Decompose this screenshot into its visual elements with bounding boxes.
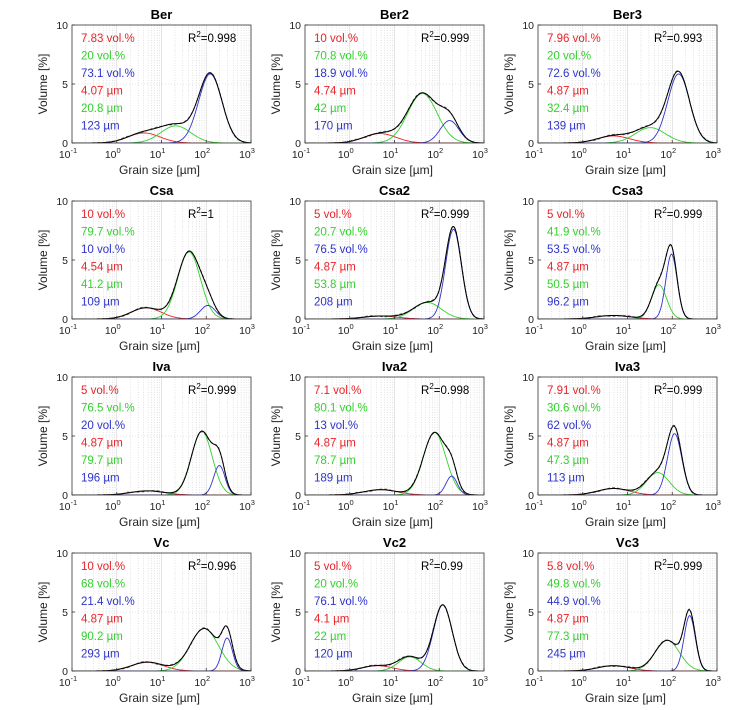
panel-title: Iva3 bbox=[614, 359, 641, 374]
x-tick-label: $10^0$ bbox=[104, 146, 121, 161]
y-tick-label: 5 bbox=[528, 79, 534, 91]
annotation-green: 20 vol.% bbox=[81, 50, 126, 63]
y-tick-label: 0 bbox=[528, 138, 534, 150]
annotation-red: 10 vol.% bbox=[81, 209, 126, 221]
annotation-red: 4.87 µm bbox=[314, 437, 356, 450]
x-tick-label: $10^2$ bbox=[194, 322, 211, 337]
y-axis-label: Volume [%] bbox=[269, 229, 283, 291]
annotation-blue: 62 vol.% bbox=[547, 420, 592, 432]
x-tick-label: $10^0$ bbox=[570, 146, 587, 161]
annotation-red: 4.87 µm bbox=[81, 613, 123, 626]
y-tick-label: 0 bbox=[295, 314, 301, 326]
x-axis-label: Grain size [µm] bbox=[352, 691, 433, 705]
x-tick-label: $10^3$ bbox=[705, 674, 721, 689]
y-tick-label: 0 bbox=[62, 666, 68, 678]
x-tick-label: $10^2$ bbox=[427, 674, 444, 689]
panel-title: Csa bbox=[149, 183, 174, 198]
x-tick-label: $10^0$ bbox=[104, 674, 121, 689]
x-tick-label: $10^1$ bbox=[149, 498, 166, 513]
panel-csa bbox=[36, 183, 255, 353]
x-tick-label: $10^{-1}$ bbox=[291, 498, 311, 513]
r-squared-label: $R^2=0.999$ bbox=[654, 382, 703, 397]
annotation-blue: 123 µm bbox=[81, 120, 120, 133]
annotation-green: 77.3 µm bbox=[547, 631, 589, 643]
x-tick-label: $10^0$ bbox=[337, 498, 354, 513]
panel-iva2 bbox=[269, 359, 488, 529]
x-tick-label: $10^0$ bbox=[337, 146, 354, 161]
annotation-green: 53.8 µm bbox=[314, 279, 356, 291]
y-axis-label: Volume [%] bbox=[502, 229, 516, 291]
x-tick-label: $10^0$ bbox=[570, 498, 587, 513]
y-tick-label: 5 bbox=[295, 431, 301, 443]
y-tick-label: 5 bbox=[62, 607, 68, 619]
x-tick-label: $10^3$ bbox=[239, 498, 255, 513]
panel-ber bbox=[36, 7, 255, 177]
annotation-green: 79.7 vol.% bbox=[81, 226, 135, 239]
x-tick-label: $10^0$ bbox=[570, 674, 587, 689]
y-tick-label: 5 bbox=[62, 431, 68, 443]
annotation-red: 7.96 vol.% bbox=[547, 33, 601, 45]
annotation-blue: 73.1 vol.% bbox=[81, 68, 135, 80]
x-tick-label: $10^3$ bbox=[472, 146, 488, 161]
x-tick-label: $10^1$ bbox=[149, 146, 166, 161]
x-tick-label: $10^2$ bbox=[660, 146, 677, 161]
panel-title: Ber bbox=[150, 7, 173, 22]
x-tick-label: $10^1$ bbox=[382, 498, 399, 513]
annotation-green: 70.8 vol.% bbox=[314, 50, 368, 63]
y-tick-label: 5 bbox=[62, 79, 68, 91]
x-tick-label: $10^{-1}$ bbox=[58, 146, 78, 161]
y-axis-label: Volume [%] bbox=[36, 581, 50, 643]
annotation-red: 4.74 µm bbox=[314, 85, 356, 98]
y-axis-label: Volume [%] bbox=[502, 405, 516, 467]
panel-iva bbox=[36, 359, 255, 529]
x-tick-label: $10^{-1}$ bbox=[524, 322, 544, 337]
annotation-red: 7.83 vol.% bbox=[81, 33, 135, 45]
annotation-green: 68 vol.% bbox=[81, 578, 126, 591]
annotation-blue: 196 µm bbox=[81, 472, 120, 485]
x-tick-label: $10^{-1}$ bbox=[524, 498, 544, 513]
x-axis-label: Grain size [µm] bbox=[119, 515, 200, 529]
x-tick-label: $10^2$ bbox=[427, 146, 444, 161]
x-tick-label: $10^{-1}$ bbox=[291, 146, 311, 161]
y-tick-label: 10 bbox=[522, 548, 534, 560]
annotation-red: 4.87 µm bbox=[314, 261, 356, 274]
annotation-blue: 245 µm bbox=[547, 648, 586, 661]
panel-title: Iva2 bbox=[381, 359, 408, 374]
x-tick-label: $10^1$ bbox=[615, 674, 632, 689]
y-tick-label: 5 bbox=[295, 607, 301, 619]
x-tick-label: $10^{-1}$ bbox=[58, 322, 78, 337]
x-tick-label: $10^2$ bbox=[194, 498, 211, 513]
annotation-green: 32.4 µm bbox=[547, 103, 589, 115]
panel-title: Ber3 bbox=[613, 7, 642, 22]
y-axis-label: Volume [%] bbox=[269, 53, 283, 115]
y-axis-label: Volume [%] bbox=[269, 581, 283, 643]
x-tick-label: $10^0$ bbox=[104, 322, 121, 337]
x-tick-label: $10^{-1}$ bbox=[58, 498, 78, 513]
x-tick-label: $10^2$ bbox=[427, 498, 444, 513]
annotation-green: 42 µm bbox=[314, 103, 347, 115]
annotation-red: 10 vol.% bbox=[81, 561, 126, 573]
annotation-blue: 20 vol.% bbox=[81, 420, 126, 432]
annotation-blue: 293 µm bbox=[81, 648, 120, 661]
x-tick-label: $10^2$ bbox=[194, 146, 211, 161]
annotation-red: 4.07 µm bbox=[81, 85, 123, 98]
x-tick-label: $10^3$ bbox=[239, 322, 255, 337]
y-tick-label: 10 bbox=[56, 548, 68, 560]
annotation-red: 4.87 µm bbox=[547, 437, 589, 450]
x-tick-label: $10^3$ bbox=[239, 146, 255, 161]
annotation-green: 20.7 vol.% bbox=[314, 226, 368, 239]
y-tick-label: 5 bbox=[62, 255, 68, 267]
annotation-blue: 76.5 vol.% bbox=[314, 244, 368, 256]
x-axis-label: Grain size [µm] bbox=[119, 691, 200, 705]
annotation-blue: 21.4 vol.% bbox=[81, 596, 135, 608]
y-axis-label: Volume [%] bbox=[36, 405, 50, 467]
y-tick-label: 10 bbox=[56, 196, 68, 208]
y-axis-label: Volume [%] bbox=[502, 53, 516, 115]
annotation-green: 49.8 vol.% bbox=[547, 578, 601, 591]
x-tick-label: $10^3$ bbox=[472, 498, 488, 513]
panel-vc3 bbox=[502, 535, 721, 705]
panel-vc2 bbox=[269, 535, 488, 705]
x-tick-label: $10^3$ bbox=[705, 146, 721, 161]
r-squared-label: $R^2=0.998$ bbox=[421, 382, 470, 397]
annotation-red: 4.54 µm bbox=[81, 261, 123, 274]
r-squared-label: $R^2=1$ bbox=[188, 206, 214, 221]
annotation-blue: 72.6 vol.% bbox=[547, 68, 601, 80]
annotation-green: 90.2 µm bbox=[81, 631, 123, 643]
annotation-green: 78.7 µm bbox=[314, 455, 356, 467]
panel-title: Ber2 bbox=[380, 7, 409, 22]
annotation-red: 5.8 vol.% bbox=[547, 561, 595, 573]
y-tick-label: 10 bbox=[56, 20, 68, 32]
y-tick-label: 10 bbox=[289, 548, 301, 560]
x-tick-label: $10^1$ bbox=[149, 674, 166, 689]
annotation-green: 47.3 µm bbox=[547, 455, 589, 467]
x-tick-label: $10^2$ bbox=[660, 498, 677, 513]
x-axis-label: Grain size [µm] bbox=[119, 339, 200, 353]
annotation-blue: 208 µm bbox=[314, 296, 353, 309]
y-tick-label: 5 bbox=[528, 607, 534, 619]
annotation-blue: 120 µm bbox=[314, 648, 353, 661]
r-squared-label: $R^2=0.996$ bbox=[188, 558, 237, 573]
y-axis-label: Volume [%] bbox=[502, 581, 516, 643]
y-tick-label: 0 bbox=[62, 490, 68, 502]
x-tick-label: $10^0$ bbox=[570, 322, 587, 337]
annotation-red: 10 vol.% bbox=[314, 33, 359, 45]
annotation-green: 41.9 vol.% bbox=[547, 226, 601, 239]
annotation-blue: 139 µm bbox=[547, 120, 586, 133]
r-squared-label: $R^2=0.993$ bbox=[654, 30, 703, 45]
annotation-blue: 10 vol.% bbox=[81, 244, 126, 256]
annotation-red: 5 vol.% bbox=[314, 561, 352, 573]
y-tick-label: 10 bbox=[289, 196, 301, 208]
x-axis-label: Grain size [µm] bbox=[352, 339, 433, 353]
annotation-red: 4.87 µm bbox=[81, 437, 123, 450]
y-tick-label: 0 bbox=[62, 314, 68, 326]
x-tick-label: $10^1$ bbox=[149, 322, 166, 337]
panel-iva3 bbox=[502, 359, 721, 529]
x-axis-label: Grain size [µm] bbox=[352, 515, 433, 529]
y-tick-label: 0 bbox=[528, 666, 534, 678]
y-axis-label: Volume [%] bbox=[36, 229, 50, 291]
annotation-green: 30.6 vol.% bbox=[547, 402, 601, 415]
annotation-blue: 170 µm bbox=[314, 120, 353, 133]
annotation-green: 20.8 µm bbox=[81, 103, 123, 115]
x-tick-label: $10^1$ bbox=[382, 146, 399, 161]
annotation-green: 20 vol.% bbox=[547, 50, 592, 63]
annotation-green: 20 vol.% bbox=[314, 578, 359, 591]
x-tick-label: $10^{-1}$ bbox=[524, 146, 544, 161]
y-tick-label: 10 bbox=[289, 20, 301, 32]
r-squared-label: $R^2=0.99$ bbox=[421, 558, 463, 573]
panel-title: Vc2 bbox=[382, 535, 407, 550]
annotation-blue: 76.1 vol.% bbox=[314, 596, 368, 608]
y-tick-label: 0 bbox=[528, 490, 534, 502]
annotation-green: 76.5 vol.% bbox=[81, 402, 135, 415]
annotation-green: 80.1 vol.% bbox=[314, 402, 368, 415]
x-tick-label: $10^{-1}$ bbox=[291, 674, 311, 689]
x-tick-label: $10^0$ bbox=[104, 498, 121, 513]
x-tick-label: $10^3$ bbox=[705, 498, 721, 513]
r-squared-label: $R^2=0.999$ bbox=[421, 30, 470, 45]
annotation-blue: 13 vol.% bbox=[314, 420, 359, 432]
r-squared-label: $R^2=0.999$ bbox=[188, 382, 237, 397]
panel-title: Csa2 bbox=[378, 183, 411, 198]
annotation-red: 5 vol.% bbox=[547, 209, 585, 221]
x-axis-label: Grain size [µm] bbox=[585, 339, 666, 353]
x-tick-label: $10^0$ bbox=[337, 322, 354, 337]
r-squared-label: $R^2=0.999$ bbox=[654, 558, 703, 573]
annotation-red: 4.87 µm bbox=[547, 85, 589, 98]
panel-csa3 bbox=[502, 183, 721, 353]
y-tick-label: 10 bbox=[289, 372, 301, 384]
y-tick-label: 0 bbox=[295, 666, 301, 678]
x-tick-label: $10^2$ bbox=[427, 322, 444, 337]
x-tick-label: $10^{-1}$ bbox=[291, 322, 311, 337]
annotation-blue: 53.5 vol.% bbox=[547, 244, 601, 256]
annotation-blue: 113 µm bbox=[547, 472, 585, 485]
x-tick-label: $10^1$ bbox=[615, 498, 632, 513]
x-axis-label: Grain size [µm] bbox=[585, 163, 666, 177]
y-tick-label: 0 bbox=[295, 490, 301, 502]
y-tick-label: 0 bbox=[62, 138, 68, 150]
annotation-red: 4.1 µm bbox=[314, 613, 350, 626]
y-tick-label: 5 bbox=[295, 79, 301, 91]
annotation-blue: 96.2 µm bbox=[547, 296, 589, 309]
panel-vc bbox=[36, 535, 255, 705]
y-axis-label: Volume [%] bbox=[36, 53, 50, 115]
panel-csa2 bbox=[269, 183, 488, 353]
x-tick-label: $10^0$ bbox=[337, 674, 354, 689]
annotation-blue: 44.9 vol.% bbox=[547, 596, 601, 608]
annotation-green: 22 µm bbox=[314, 631, 347, 643]
r-squared-label: $R^2=0.999$ bbox=[654, 206, 703, 221]
x-tick-label: $10^3$ bbox=[705, 322, 721, 337]
annotation-red: 5 vol.% bbox=[81, 385, 119, 397]
annotation-red: 7.91 vol.% bbox=[547, 385, 601, 397]
annotation-blue: 189 µm bbox=[314, 472, 353, 485]
x-tick-label: $10^3$ bbox=[472, 322, 488, 337]
x-axis-label: Grain size [µm] bbox=[119, 163, 200, 177]
r-squared-label: $R^2=0.999$ bbox=[421, 206, 470, 221]
annotation-blue: 18.9 vol.% bbox=[314, 68, 368, 80]
x-tick-label: $10^2$ bbox=[660, 322, 677, 337]
y-tick-label: 5 bbox=[528, 431, 534, 443]
y-tick-label: 5 bbox=[295, 255, 301, 267]
x-tick-label: $10^1$ bbox=[382, 674, 399, 689]
annotation-red: 5 vol.% bbox=[314, 209, 352, 221]
annotation-red: 4.87 µm bbox=[547, 613, 589, 626]
y-tick-label: 10 bbox=[522, 20, 534, 32]
x-tick-label: $10^1$ bbox=[615, 322, 632, 337]
y-tick-label: 10 bbox=[56, 372, 68, 384]
y-axis-label: Volume [%] bbox=[269, 405, 283, 467]
annotation-green: 79.7 µm bbox=[81, 455, 123, 467]
panel-title: Vc bbox=[153, 535, 170, 550]
x-tick-label: $10^{-1}$ bbox=[58, 674, 78, 689]
annotation-red: 4.87 µm bbox=[547, 261, 589, 274]
x-axis-label: Grain size [µm] bbox=[352, 163, 433, 177]
annotation-red: 7.1 vol.% bbox=[314, 385, 362, 397]
x-tick-label: $10^2$ bbox=[660, 674, 677, 689]
y-tick-label: 10 bbox=[522, 196, 534, 208]
panel-title: Vc3 bbox=[615, 535, 640, 550]
panel-title: Iva bbox=[152, 359, 171, 374]
x-tick-label: $10^3$ bbox=[472, 674, 488, 689]
x-tick-label: $10^{-1}$ bbox=[524, 674, 544, 689]
y-tick-label: 0 bbox=[295, 138, 301, 150]
annotation-green: 41.2 µm bbox=[81, 279, 123, 291]
x-axis-label: Grain size [µm] bbox=[585, 515, 666, 529]
annotation-blue: 109 µm bbox=[81, 296, 120, 309]
y-tick-label: 5 bbox=[528, 255, 534, 267]
annotation-green: 50.5 µm bbox=[547, 279, 589, 291]
x-tick-label: $10^3$ bbox=[239, 674, 255, 689]
y-tick-label: 0 bbox=[528, 314, 534, 326]
r-squared-label: $R^2=0.998$ bbox=[188, 30, 237, 45]
panel-title: Csa3 bbox=[611, 183, 644, 198]
panel-ber3 bbox=[502, 7, 721, 177]
x-tick-label: $10^2$ bbox=[194, 674, 211, 689]
x-tick-label: $10^1$ bbox=[615, 146, 632, 161]
panel-ber2 bbox=[269, 7, 488, 177]
y-tick-label: 10 bbox=[522, 372, 534, 384]
x-axis-label: Grain size [µm] bbox=[585, 691, 666, 705]
x-tick-label: $10^1$ bbox=[382, 322, 399, 337]
